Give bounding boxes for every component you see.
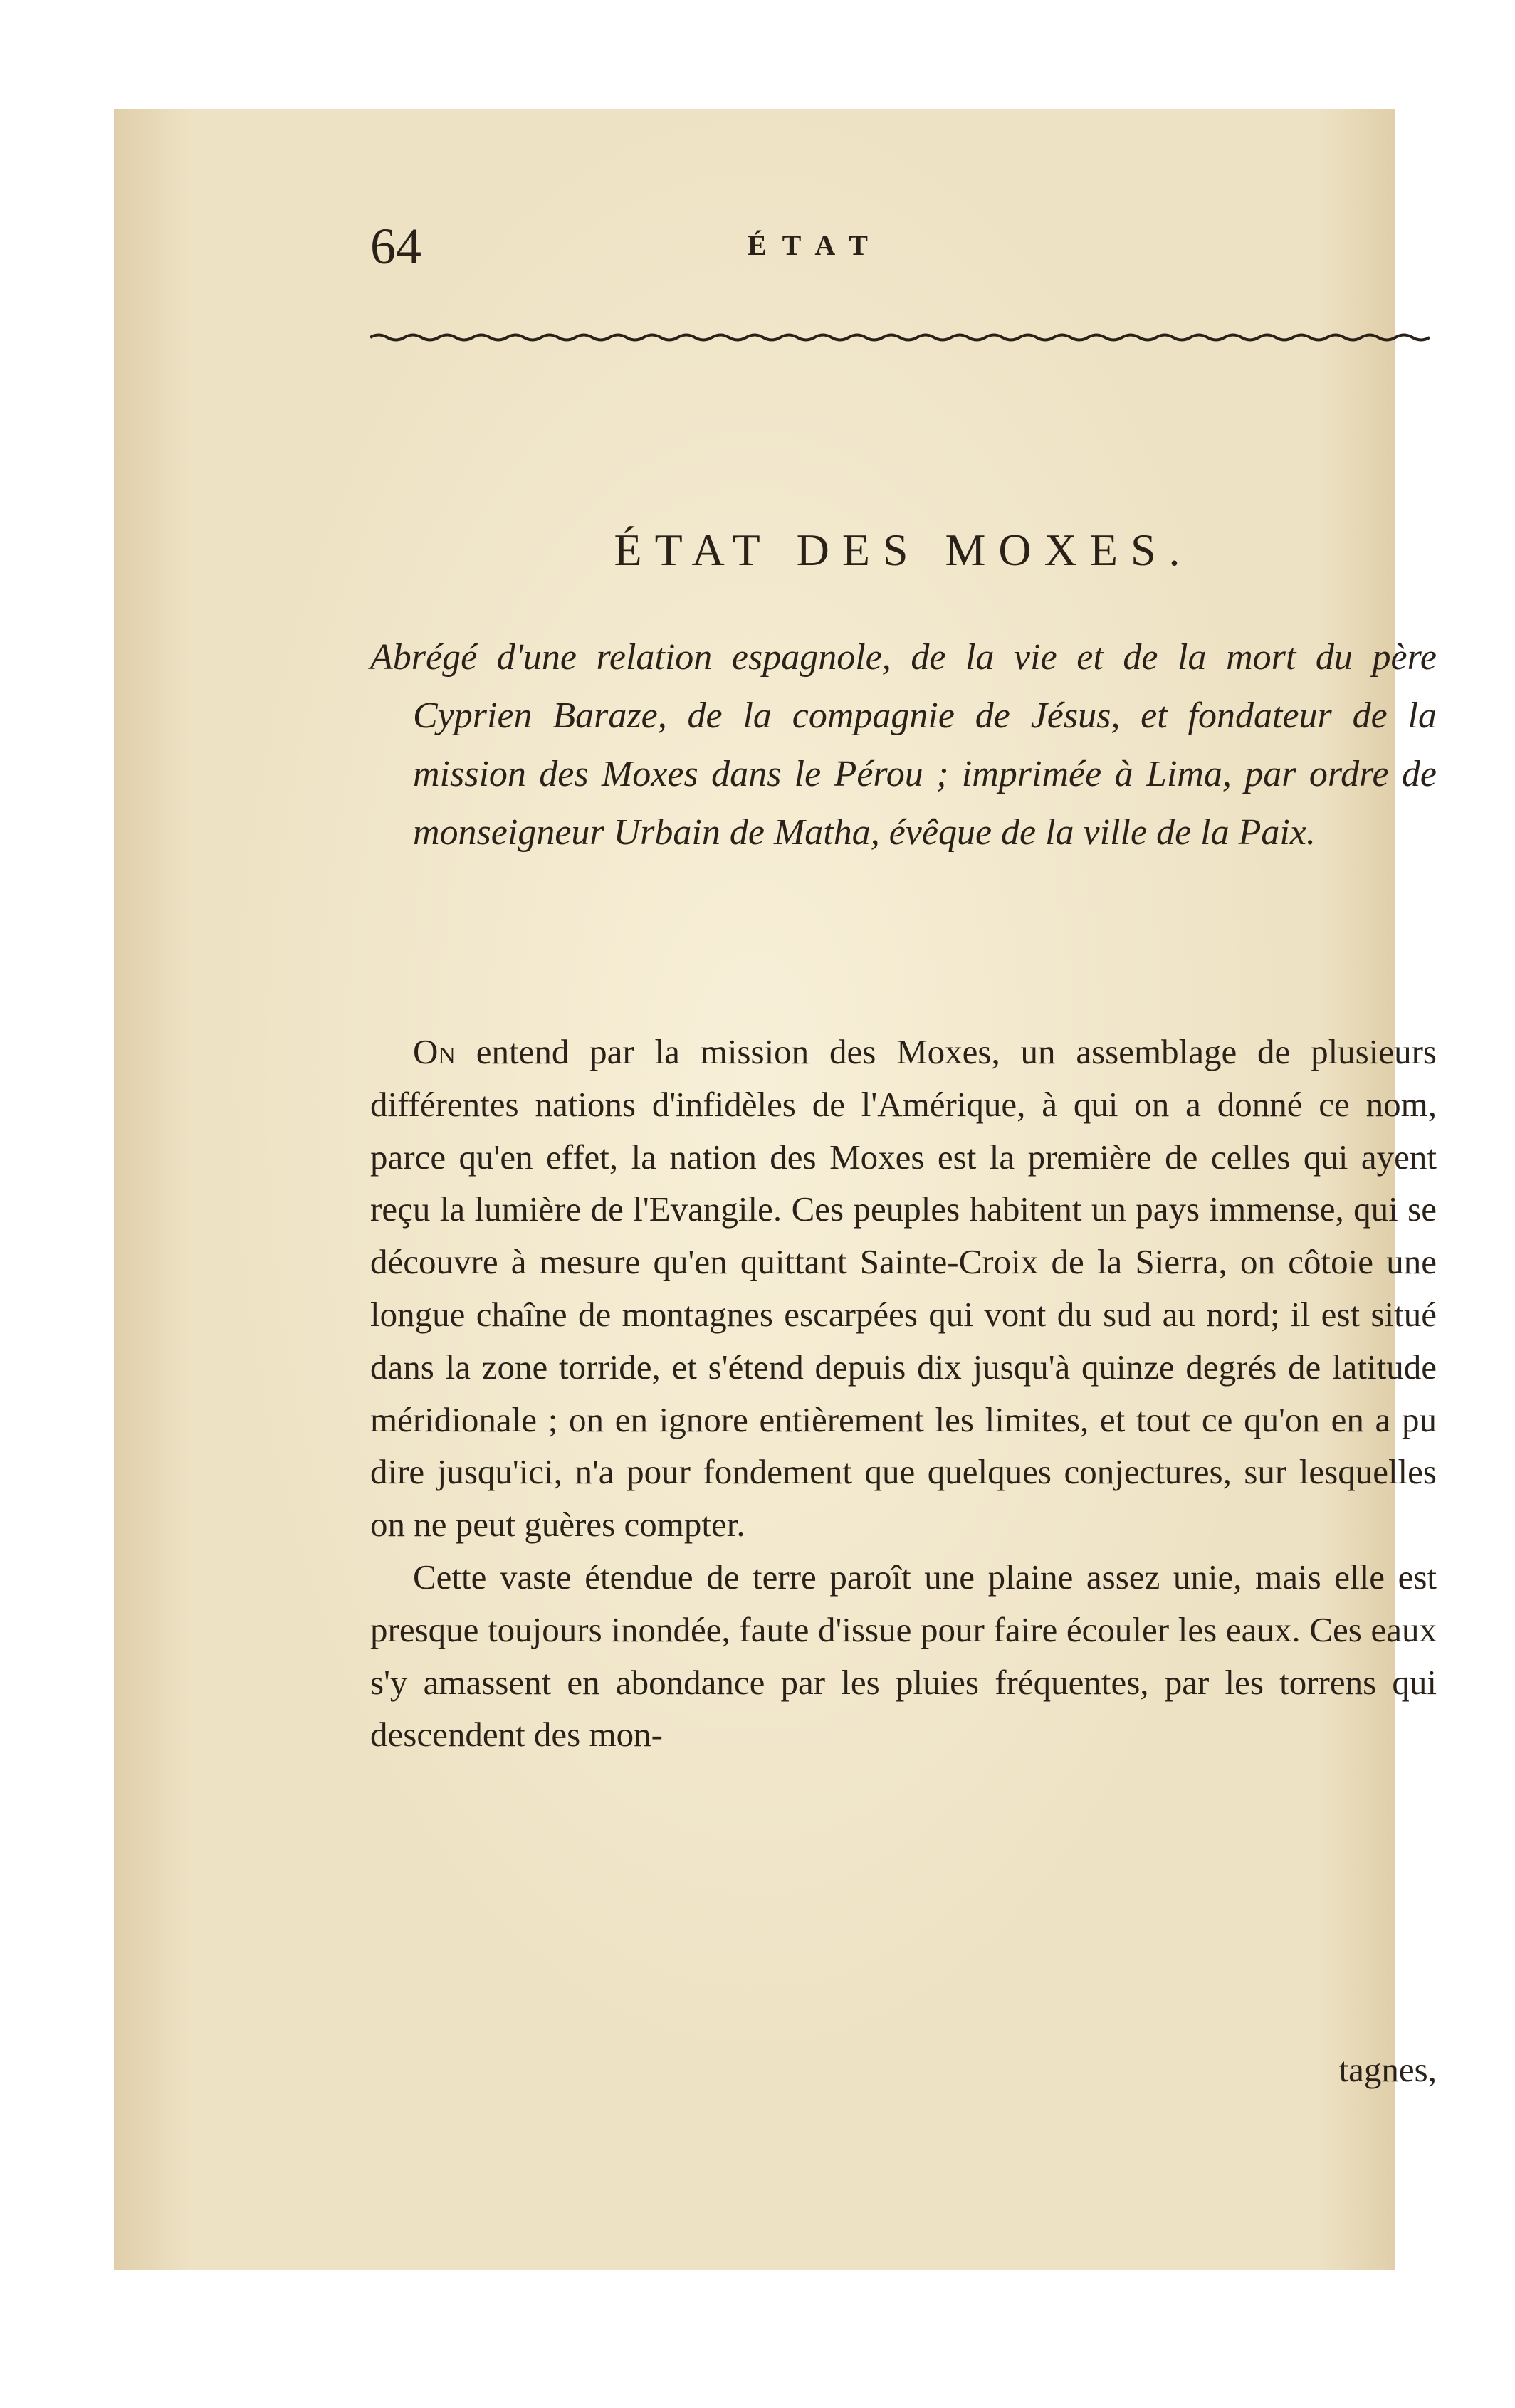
book-page bbox=[114, 109, 1437, 2270]
paragraph-2: Cette vaste étendue de terre paroît une plaine assez unie, mais elle est presque toujours inondée, faute d'issue pour faire écouler les eaux. Ces eaux s'y amassent en abondance par les pluies fréquentes, par les torrens qui descendent des mon- bbox=[370, 1557, 1437, 1755]
running-head: ÉTAT bbox=[748, 229, 884, 261]
paragraph-lead: On bbox=[413, 1032, 456, 1071]
section-title: ÉTAT DES MOXES. bbox=[614, 525, 1193, 575]
abstract-paragraph: Abrégé d'une relation espagnole, de la vie et de la mort du père Cyprien Baraze, de la compagnie de Jésus, et fondateur de la mission des Moxes dans le Pérou ; imprimée à Lima, par ordre de monseigneur Urbain de Matha, évêque de la ville de la Paix. bbox=[370, 637, 1437, 853]
paragraph-1 bbox=[370, 1026, 1437, 1551]
body-text bbox=[370, 1026, 1437, 1761]
paragraph-1-text: entend par la mission des Moxes, un assemblage de plusieurs différentes nations d'infidèles de l'Amérique, à qui on a donné ce nom, parce qu'en effet, la nation des Moxes est la première de celles qui ayent reçu la lumière de l'Evangile. Ces peuples habitent un pays immense, qui se découvre à mesure qu'en quittant Sainte-Croix de la Sierra, on côtoie une longue chaîne de montagnes escarpées qui vont du sud au nord; il est situé dans la zone torride, et s'étend depuis dix jusqu'à quinze degrés de latitude méridionale ; on en ignore entièrement les limites, et tout ce qu'on en a pu dire jusqu'ici, n'a pour fondement que quelques conjectures, sur lesquelles on ne peut guères compter. bbox=[370, 1032, 1437, 1545]
page-header bbox=[370, 214, 1437, 278]
page-number: 64 bbox=[370, 218, 421, 275]
catchword: tagnes, bbox=[1338, 2050, 1437, 2089]
ornamental-rule bbox=[370, 332, 1437, 342]
